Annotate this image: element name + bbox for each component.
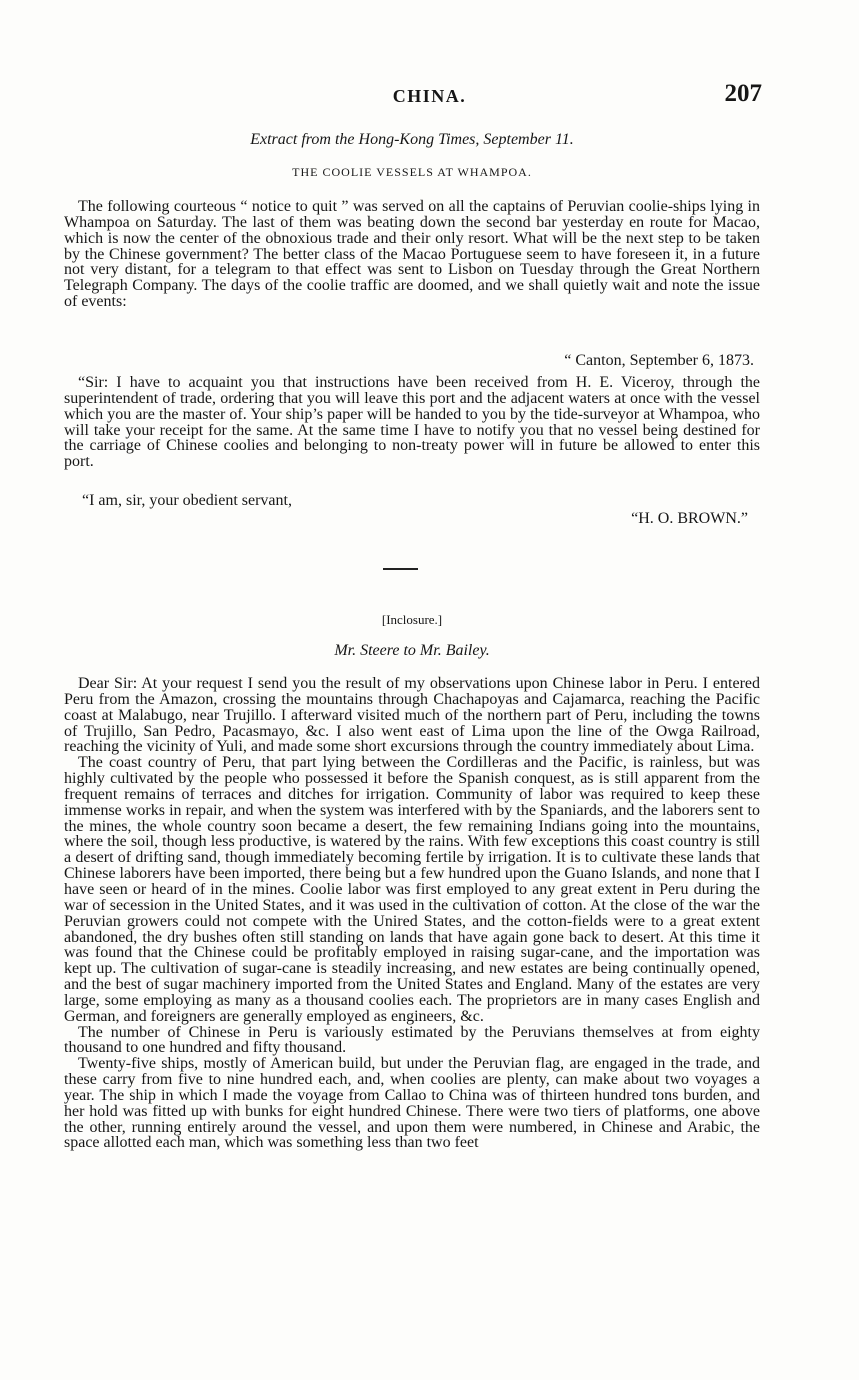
extract-heading: THE COOLIE VESSELS AT WHAMPOA.	[292, 165, 532, 179]
section-divider	[383, 568, 418, 570]
extract-source: Extract from the Hong-Kong Times, September 11.	[250, 131, 574, 148]
inclosure-paragraph: The coast country of Peru, that part lying between the Cordilleras and the Pacific, is rainless, but was highly cultivated by the people who possessed it before the Spanish conquest, as is still apparent from the frequent remains of terraces and ditches for irrigation. Community of labor was required to keep these immense works in repair, and when the system was interfered with by the Spaniards, and the laborers sent to the mines, the whole country soon became a desert, the few remaining Indians going into the mountains, where the soil, though less productive, is watered by the rains. With few exceptions this coast country is still a desert of drifting sand, though immediately becoming fertile by irrigation. It is to cultivate these lands that Chinese laborers have been imported, there being but a few hundred upon the Guano Islands, and none that I have seen or heard of in the mines. Coolie labor was first employed to any great extent in Peru during the war of secession in the United States, and it was used in the cultivation of cotton. At the close of the war the Peruvian growers could not compete with the Unired States, and the cotton-fields were to a great extent abandoned, the dry bushes often still standing on lands that have again gone back to desert. At this time it was found that the Chinese could be profitably employed in raising sugar-cane, and the importation was kept up. The cultivation of sugar-cane is steadily increasing, and new estates are being continually opened, and the best of sugar machinery imported from the United States and England. Many of the estates are very large, some employing as many as a thousand coolies each. The proprietors are in many cases English and German, and foreigners are generally employed as engineers, &c.	[64, 754, 760, 1025]
inclosure-body	[64, 676, 760, 1151]
letter-signature: “H. O. BROWN.”	[631, 510, 748, 527]
intro-paragraph: The following courteous “ notice to quit ” was served on all the captains of Peruvian coolie-ships lying in Whampoa on Saturday. The last of them was beating down the second bar yesterday en route for Macao, which is now the center of the obnoxious trade and their only resort. What will be the next step to be taken by the Chinese government? The better class of the Macao Portuguese seem to have foreseen it, in a future not very distant, for a telegram to that effect was sent to Lisbon on Tuesday through the Great Northern Telegraph Company. The days of the coolie traffic are doomed, and we shall quietly wait and note the issue of events:	[64, 198, 760, 311]
inclosure-paragraph: The number of Chinese in Peru is variously estimated by the Peruvians themselves at from eighty thousand to one hundred and fifty thousand.	[64, 1023, 760, 1057]
inclosure-title: Mr. Steere to Mr. Bailey.	[334, 642, 490, 659]
letter-body	[64, 375, 760, 470]
letter-dateline: “ Canton, September 6, 1873.	[564, 352, 754, 369]
inclosure-label: [Inclosure.]	[381, 612, 443, 627]
extract-intro	[64, 199, 760, 310]
inclosure-paragraph: Dear Sir: At your request I send you the result of my observations upon Chinese labor in Peru. I entered Peru from the Amazon, crossing the mountains through Chachapoyas and Cajamarca, reaching the Pacific coast at Malabugo, near Trujillo. I afterward visited much of the northern part of Peru, including the towns of Trujillo, San Pedro, Pacasmayo, &c. I also went east of Lima upon the line of the Owga Railroad, reaching the vicinity of Yuli, and made some short excursions through the country immediately about Lima.	[64, 675, 760, 756]
letter-closing: “I am, sir, your obedient servant,	[82, 492, 292, 509]
running-header-title: CHINA.	[392, 86, 467, 106]
inclosure-paragraph: Twenty-five ships, mostly of American build, but under the Peruvian flag, are engaged in the trade, and these carry from five to nine hundred each, and, when coolies are plenty, can make about two voyages a year. The ship in which I made the voyage from Callao to China was of thirteen hundred tons burden, and her hold was fitted up with bunks for eight hundred Chinese. There were two tiers of platforms, one above the other, running entirely around the vessel, and upon them were numbered, in Chinese and Arabic, the space allotted each man, which was something less than two feet	[64, 1055, 760, 1152]
page-number: 207	[724, 80, 762, 107]
letter-paragraph: “Sir: I have to acquaint you that instructions have been received from H. E. Viceroy, through the superintendent of trade, ordering that you will leave this port and the adjacent waters at once with the vessel which you are the master of. Your ship’s paper will be handed to you by the tide-surveyor at Whampoa, who will take your receipt for the same. At the same time I have to notify you that no vessel being destined for the carriage of Chinese coolies and belonging to non-treaty power will in future be allowed to enter this port.	[64, 374, 760, 471]
